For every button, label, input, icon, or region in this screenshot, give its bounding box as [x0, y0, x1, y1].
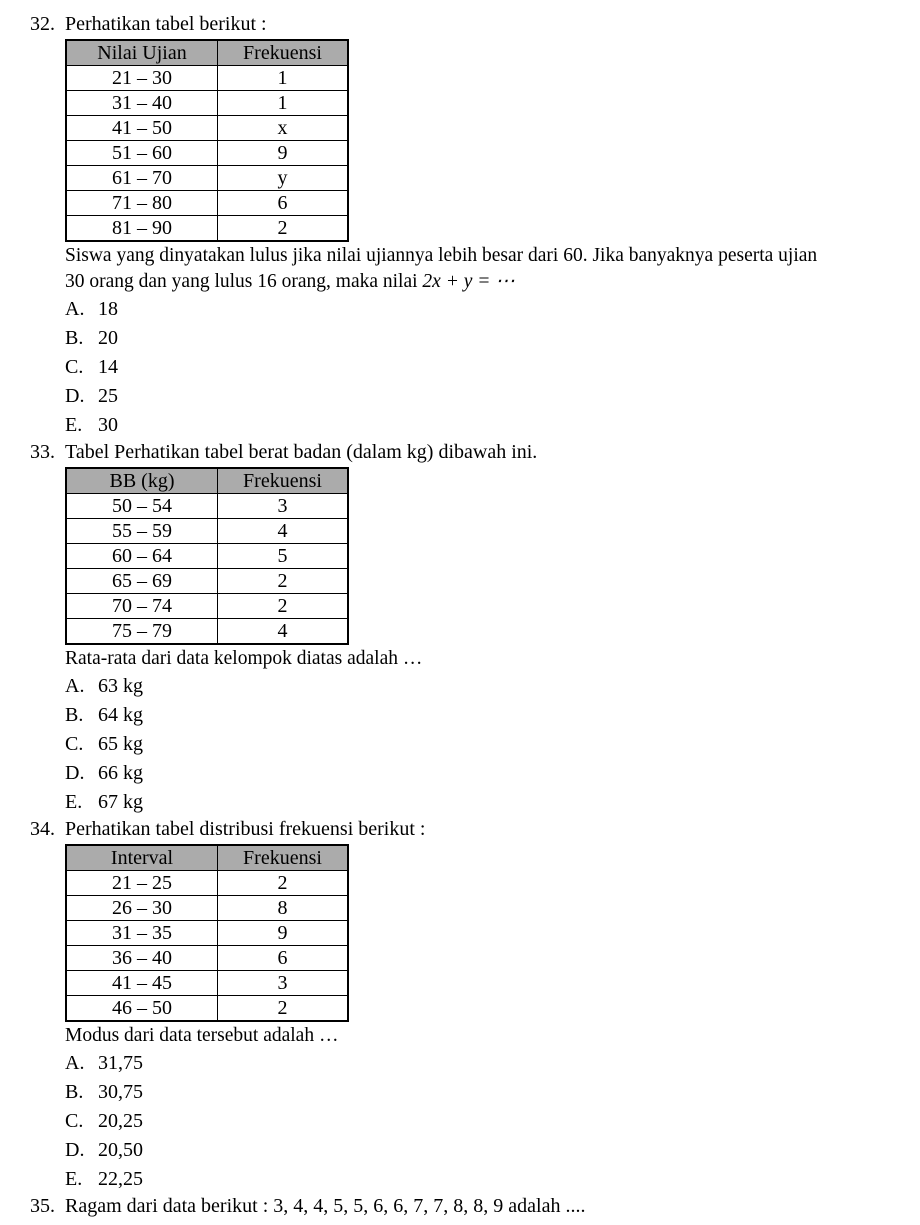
table-cell: 71 – 80 — [66, 191, 218, 216]
paragraph-line: Siswa yang dinyatakan lulus jika nilai ujiannya lebih besar dari 60. Jika banyaknya peserta ujian — [65, 245, 818, 266]
option-text: 67 kg — [98, 791, 143, 813]
question-title-line — [30, 817, 920, 842]
table-cell: 2 — [218, 996, 349, 1022]
option-letter: E. — [65, 791, 83, 813]
table-header-row — [66, 468, 348, 494]
answer-option — [65, 1049, 920, 1078]
table-cell: 6 — [218, 191, 349, 216]
answer-option — [65, 788, 920, 817]
answer-option — [65, 324, 920, 353]
option-text: 63 kg — [98, 675, 143, 697]
answer-option — [65, 1078, 920, 1107]
question-title-line — [30, 1194, 920, 1219]
option-text: 25 — [98, 385, 118, 407]
option-text: 65 kg — [98, 733, 143, 755]
option-text: 64 kg — [98, 704, 143, 726]
answer-options — [65, 672, 920, 817]
table-row — [66, 66, 348, 91]
table-row — [66, 166, 348, 191]
table-row — [66, 594, 348, 619]
table-header-cell: Frekuensi — [218, 468, 349, 494]
table-header — [66, 468, 348, 494]
table-header-row — [66, 845, 348, 871]
table-cell: 31 – 40 — [66, 91, 218, 116]
table-header-cell: Interval — [66, 845, 218, 871]
table-cell: 61 – 70 — [66, 166, 218, 191]
question-number: 33. — [30, 441, 55, 463]
table-row — [66, 141, 348, 166]
table-row — [66, 871, 348, 896]
option-text: 66 kg — [98, 762, 143, 784]
answer-option — [65, 701, 920, 730]
table-cell: 5 — [218, 544, 349, 569]
table-cell: 46 – 50 — [66, 996, 218, 1022]
table-cell: 26 – 30 — [66, 896, 218, 921]
option-text: 14 — [98, 356, 118, 378]
question-title-line — [30, 440, 920, 465]
option-letter: D. — [65, 1139, 85, 1161]
q34-frequency-table — [65, 844, 349, 1022]
question-number: 34. — [30, 818, 55, 840]
option-letter: C. — [65, 733, 84, 755]
option-text: 20,25 — [98, 1110, 143, 1132]
question-title: Tabel Perhatikan tabel berat badan (dalam kg) dibawah ini. — [65, 441, 538, 463]
table-row — [66, 946, 348, 971]
table-cell: 65 – 69 — [66, 569, 218, 594]
table-cell: 36 – 40 — [66, 946, 218, 971]
option-text: 22,25 — [98, 1168, 143, 1190]
table-cell: 6 — [218, 946, 349, 971]
option-text: 31,75 — [98, 1052, 143, 1074]
paragraph-line: 30 orang dan yang lulus 16 orang, maka nilai — [65, 271, 423, 292]
option-letter: D. — [65, 385, 85, 407]
table-header-cell: Nilai Ujian — [66, 40, 218, 66]
option-letter: E. — [65, 1168, 83, 1190]
table-cell: 41 – 50 — [66, 116, 218, 141]
table-cell: 75 – 79 — [66, 619, 218, 645]
table-header-row — [66, 40, 348, 66]
question-text: Ragam dari data berikut : 3, 4, 4, 5, 5, 6, 6, 7, 7, 8, 8, 9 adalah .... — [65, 1195, 586, 1217]
question-title: Perhatikan tabel distribusi frekuensi berikut : — [65, 818, 426, 840]
option-letter: C. — [65, 1110, 84, 1132]
table-cell: 1 — [218, 66, 349, 91]
question-34 — [30, 817, 920, 1194]
option-letter: B. — [65, 327, 84, 349]
answer-option — [65, 759, 920, 788]
math-expression: 2x + y = ⋯ — [422, 271, 515, 292]
question-32 — [30, 12, 920, 440]
table-cell: 9 — [218, 921, 349, 946]
q32-frequency-table — [65, 39, 349, 242]
table-cell: 81 – 90 — [66, 216, 218, 242]
answer-option — [65, 1107, 920, 1136]
table-cell: 51 – 60 — [66, 141, 218, 166]
option-text: 30 — [98, 414, 118, 436]
table-cell: 41 – 45 — [66, 971, 218, 996]
question-33 — [30, 440, 920, 817]
answer-options — [65, 295, 920, 440]
table-row — [66, 971, 348, 996]
answer-option — [65, 411, 920, 440]
answer-option — [65, 382, 920, 411]
question-text: Modus dari data tersebut adalah … — [65, 1025, 339, 1046]
table-cell: 2 — [218, 216, 349, 242]
option-letter: A. — [65, 298, 85, 320]
answer-options — [65, 1049, 920, 1194]
option-letter: B. — [65, 704, 84, 726]
option-letter: C. — [65, 356, 84, 378]
option-letter: A. — [65, 1052, 85, 1074]
table-header — [66, 40, 348, 66]
option-text: 30,75 — [98, 1081, 143, 1103]
question-number: 32. — [30, 13, 55, 35]
table-header-cell: Frekuensi — [218, 40, 349, 66]
table-row — [66, 619, 348, 645]
option-text: 18 — [98, 298, 118, 320]
table-row — [66, 544, 348, 569]
table-cell: 2 — [218, 594, 349, 619]
answer-option — [65, 672, 920, 701]
table-row — [66, 191, 348, 216]
table-cell: 50 – 54 — [66, 494, 218, 519]
question-number: 35. — [30, 1195, 55, 1217]
option-letter: E. — [65, 414, 83, 436]
table-row — [66, 569, 348, 594]
table-cell: 2 — [218, 569, 349, 594]
table-cell: 60 – 64 — [66, 544, 218, 569]
table-cell: 21 – 30 — [66, 66, 218, 91]
answer-option — [65, 1136, 920, 1165]
table-cell: 21 – 25 — [66, 871, 218, 896]
table-cell: 55 – 59 — [66, 519, 218, 544]
table-cell: 31 – 35 — [66, 921, 218, 946]
table-header-cell: BB (kg) — [66, 468, 218, 494]
question-paragraph — [65, 243, 920, 295]
answer-option — [65, 295, 920, 324]
table-cell: 1 — [218, 91, 349, 116]
answer-option — [65, 353, 920, 382]
question-title: Perhatikan tabel berikut : — [65, 13, 267, 35]
table-row — [66, 996, 348, 1022]
question-title-line — [30, 12, 920, 37]
option-letter: A. — [65, 675, 85, 697]
question-text: Rata-rata dari data kelompok diatas adalah … — [65, 648, 423, 669]
table-cell: x — [218, 116, 349, 141]
table-row — [66, 91, 348, 116]
question-35 — [30, 1194, 920, 1219]
option-letter: B. — [65, 1081, 84, 1103]
answer-option — [65, 1165, 920, 1194]
table-cell: 4 — [218, 619, 349, 645]
table-cell: 2 — [218, 871, 349, 896]
option-letter: D. — [65, 762, 85, 784]
table-cell: 8 — [218, 896, 349, 921]
table-row — [66, 896, 348, 921]
q33-frequency-table — [65, 467, 349, 645]
table-row — [66, 116, 348, 141]
table-cell: 3 — [218, 971, 349, 996]
table-cell: 4 — [218, 519, 349, 544]
option-text: 20,50 — [98, 1139, 143, 1161]
table-cell: y — [218, 166, 349, 191]
option-text: 20 — [98, 327, 118, 349]
table-header — [66, 845, 348, 871]
table-row — [66, 216, 348, 242]
answer-option — [65, 730, 920, 759]
table-cell: 3 — [218, 494, 349, 519]
table-row — [66, 494, 348, 519]
table-row — [66, 519, 348, 544]
table-row — [66, 921, 348, 946]
table-cell: 9 — [218, 141, 349, 166]
table-cell: 70 – 74 — [66, 594, 218, 619]
table-header-cell: Frekuensi — [218, 845, 349, 871]
